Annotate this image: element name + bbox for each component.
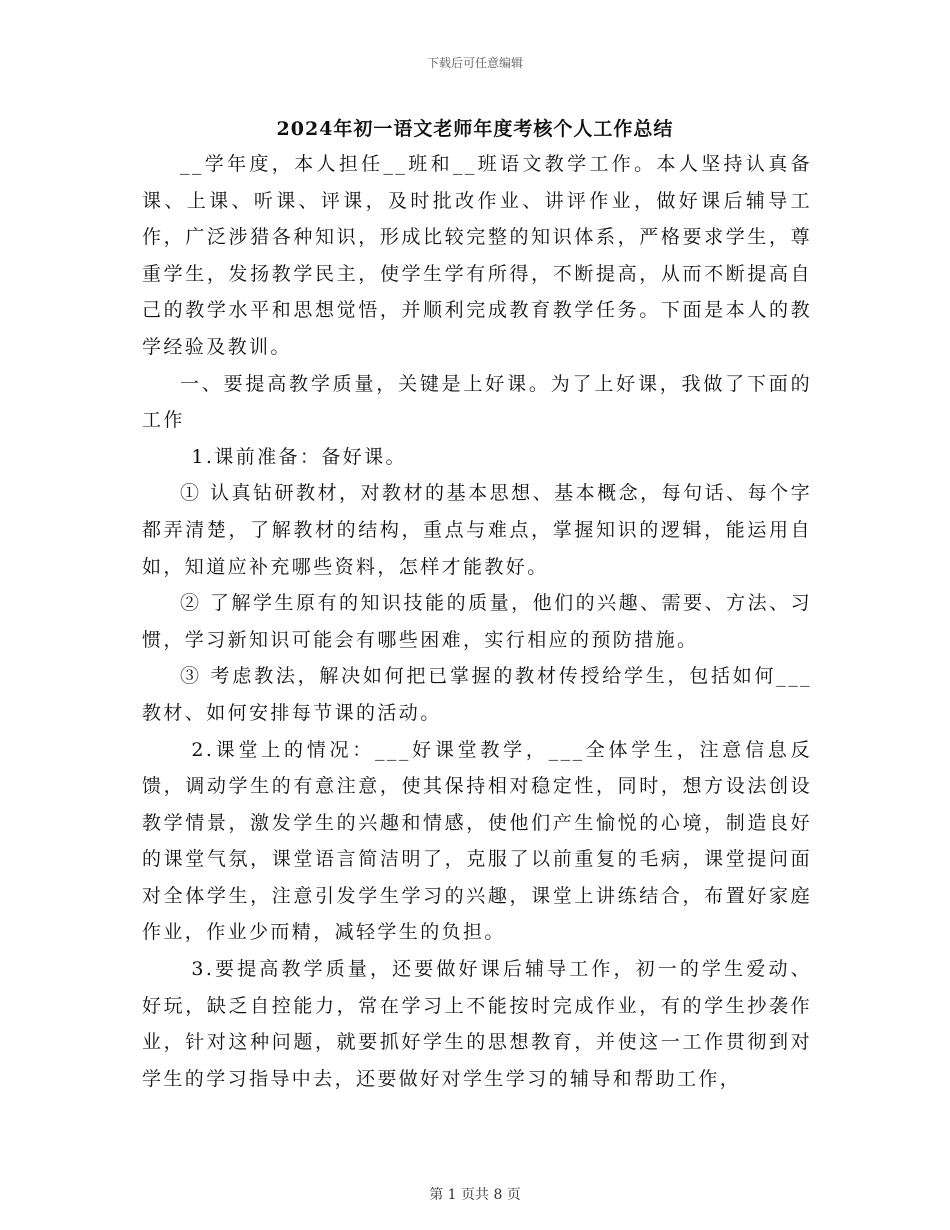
paragraph-item-1: 1.课前准备：备好课。 xyxy=(191,445,407,468)
page-title: 2024年初一语文老师年度考核个人工作总结 xyxy=(276,118,674,140)
page-number: 第 1 页共 8 页 xyxy=(429,1187,521,1203)
paragraph-item-2: 2.课堂上的情况：___好课堂教学，___全体学生，注意信息反馈，调动学生的有意注意，使其保持相对稳定性，同时，想方设法创设教学情景，激发学生的兴趣和情感，使他们产生愉悦的心境，制造良好的课堂气氛，课堂语言简洁明了，克服了以前重复的毛病，课堂提问面对全体学生，注意引发学生学习的兴趣，课堂上讲练结合，布置好家庭作业，作业少而精，减轻学生的负担。 xyxy=(142,738,812,944)
paragraph-intro: __学年度，本人担任__班和__班语文教学工作。本人坚持认真备课、上课、听课、评课，及时批改作业、讲评作业，做好课后辅导工作，广泛涉猎各种知识，形成比较完整的知识体系，严格要求学生，尊重学生，发扬教学民主，使学生学有所得，不断提高，从而不断提高自己的教学水平和思想觉悟，并顺利完成教育教学任务。下面是本人的教学经验及教训。 xyxy=(142,153,812,358)
paragraph-section-heading: 一、要提高教学质量，关键是上好课。为了上好课，我做了下面的工作 xyxy=(142,372,812,432)
paragraph-point-2: ② 了解学生原有的知识技能的质量，他们的兴趣、需要、方法、习惯，学习新知识可能会有哪些困难，实行相应的预防措施。 xyxy=(142,592,812,651)
paragraph-point-3: ③ 考虑教法，解决如何把已掌握的教材传授给学生，包括如何___教材、如何安排每节课的活动。 xyxy=(142,665,812,724)
paragraph-item-3: 3.要提高教学质量，还要做好课后辅导工作，初一的学生爱动、好玩，缺乏自控能力，常在学习上不能按时完成作业，有的学生抄袭作业，针对这种问题，就要抓好学生的思想教育，并使这一工作贯彻到对学生的学习指导中去，还要做好对学生学习的辅导和帮助工作， xyxy=(142,958,812,1090)
document-body xyxy=(142,146,812,1097)
header-note: 下载后可任意编辑 xyxy=(426,56,523,70)
paragraph-point-1: ① 认真钻研教材，对教材的基本思想、基本概念，每句话、每个字都弄清楚，了解教材的结构，重点与难点，掌握知识的逻辑，能运用自如，知道应补充哪些资料，怎样才能教好。 xyxy=(142,482,812,578)
